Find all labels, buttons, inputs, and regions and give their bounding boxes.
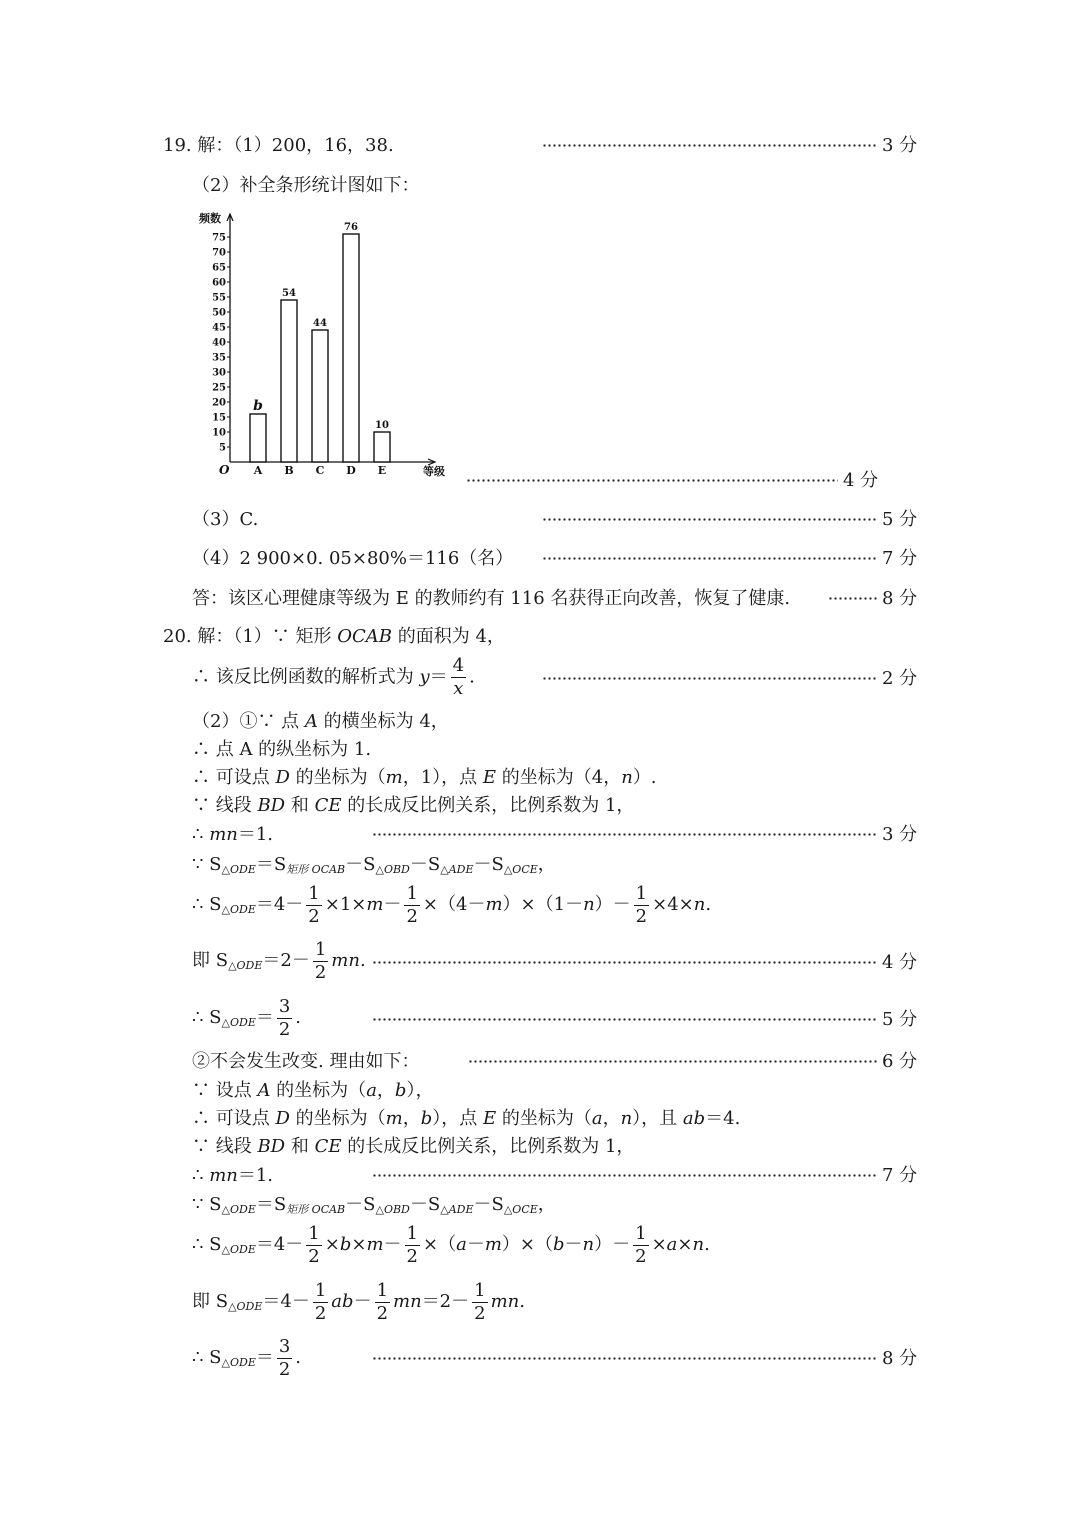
text: ∴ 该反比例函数的解析式为 [192, 666, 420, 688]
y-tick-label: 25 [212, 382, 226, 394]
text: ∴ S [192, 1234, 222, 1255]
x-tick-label: A [253, 464, 263, 477]
q20-expansion-2 [192, 1220, 710, 1275]
leader-dots [468, 1060, 877, 1063]
var: BD [257, 1136, 286, 1157]
var: a [366, 1080, 377, 1101]
text: 的坐标为（4， [496, 767, 622, 788]
fraction-three-halves [277, 1336, 292, 1381]
var: BD [257, 795, 286, 816]
denominator: 2 [376, 1302, 389, 1324]
y-tick-label: 10 [212, 427, 226, 439]
q20-area-formula [192, 852, 556, 883]
fraction-half [634, 883, 649, 928]
subscript: △ODE [221, 1243, 256, 1256]
text: 的长成反比例关系，比例系数为 1， [341, 1136, 635, 1157]
text: . [295, 1007, 302, 1028]
leader-dots [372, 1018, 877, 1021]
y-tick-label: 55 [212, 292, 226, 304]
text: ， [537, 1194, 556, 1215]
text: ∴ S [192, 1007, 222, 1028]
denominator: 2 [278, 1018, 291, 1040]
text: ＝S [255, 854, 287, 875]
text: －S [409, 1194, 441, 1215]
text: － [383, 1234, 402, 1255]
text: － [466, 1234, 485, 1255]
q20-line6 [192, 793, 634, 819]
text: ∴ S [192, 1347, 222, 1368]
fraction-half [306, 1223, 321, 1268]
text: . [704, 1234, 710, 1255]
text: ＝2－ [421, 1291, 470, 1312]
score-q19-2: 4 分 [843, 470, 879, 491]
text: ＝ [255, 1347, 274, 1368]
x-tick-label: E [377, 464, 387, 477]
subscript: 矩形 OCAB [286, 1203, 346, 1216]
q20-area-formula-2 [192, 1192, 556, 1223]
numerator: 1 [314, 938, 327, 960]
denominator: 2 [635, 905, 648, 927]
text: －S [409, 854, 441, 875]
score-q20-6: 7 分 [882, 1165, 918, 1186]
text: 的坐标为（ [496, 1108, 592, 1129]
y-tick-label: 75 [212, 232, 226, 244]
subscript: △OCE [503, 863, 538, 876]
leader-dots [372, 833, 877, 836]
text: ∴ [192, 824, 210, 845]
leader-dots [542, 677, 877, 680]
text: ，1），点 [402, 767, 483, 788]
var: ab [682, 1108, 706, 1129]
y-tick-label: 5 [219, 442, 226, 454]
numerator: 1 [308, 1222, 320, 1244]
leader-dots [542, 518, 877, 521]
text: ）， [406, 1080, 434, 1101]
fraction-half [375, 1280, 390, 1325]
var: n [620, 1108, 633, 1129]
text: － [564, 1234, 583, 1255]
score-q20-1: 2 分 [882, 668, 918, 689]
text: ∵ 线段 [192, 1136, 258, 1157]
bar [250, 414, 266, 462]
q20-line7 [192, 822, 273, 848]
text: － [383, 894, 402, 915]
text: 的坐标为（ [289, 767, 386, 788]
var: n [583, 894, 595, 915]
text: ＝1. [237, 1165, 274, 1186]
q20-line13 [192, 1078, 433, 1104]
text: ＝4－ [262, 1291, 310, 1312]
text: －S [473, 854, 504, 875]
y-tick-label: 35 [212, 352, 226, 364]
text: ＝4－ [255, 894, 304, 915]
y-tick-label: 45 [212, 322, 226, 334]
text: ＝4－ [255, 1234, 304, 1255]
var: m [485, 894, 503, 915]
var: a [666, 1234, 678, 1255]
text: ∴ 可设点 [192, 767, 276, 788]
data-label: 44 [313, 318, 327, 329]
data-label: 76 [344, 222, 358, 233]
q19-part2: （2）补全条形统计图如下： [192, 175, 420, 196]
fraction-half [313, 1280, 328, 1325]
q20-part1 [163, 624, 505, 650]
text: ＝ [255, 1007, 274, 1028]
text: ∴ 可设点 [192, 1108, 276, 1129]
q20-line3 [192, 709, 449, 735]
text: ×（ [423, 1234, 457, 1255]
q19-part3: （3）C. [192, 509, 259, 530]
subscript: △OBD [375, 863, 410, 876]
x-tick-label: B [284, 464, 294, 477]
y-tick-label: 40 [212, 337, 226, 349]
q20-line5 [192, 765, 657, 791]
text: ×（4－ [422, 894, 486, 915]
q19-answer: 答：该区心理健康等级为 E 的教师约有 116 名获得正向改善，恢复了健康. [192, 588, 791, 609]
subscript: △ADE [440, 1203, 474, 1216]
score-q19-1: 3 分 [882, 135, 918, 156]
leader-dots [372, 1357, 877, 1360]
var: mn [393, 1291, 422, 1312]
score-q19-3: 5 分 [882, 509, 918, 530]
data-label: 10 [375, 420, 389, 431]
q19-part1-text: 19. 解：（1）200，16，38. [163, 135, 394, 156]
numerator: 3 [278, 995, 291, 1017]
y-tick-label: 50 [212, 307, 226, 319]
text: ）－ [594, 1234, 631, 1255]
fraction-half [313, 939, 328, 984]
var: E [482, 1108, 497, 1129]
denominator: 2 [308, 905, 320, 927]
data-label: b [253, 398, 263, 414]
text: ），且 [632, 1108, 683, 1129]
bar [281, 300, 297, 462]
var: A [257, 1080, 271, 1101]
text: ），点 [432, 1108, 483, 1129]
subscript: △ODE [221, 1016, 256, 1029]
fraction-half [633, 1223, 648, 1268]
q19-part4: （4）2 900×0. 05×80%＝116（名） [192, 548, 514, 569]
score-q19-4: 7 分 [882, 548, 918, 569]
var: mn. [331, 950, 366, 971]
subscript: △ODE [221, 1356, 256, 1369]
subscript: △ODE [221, 1203, 256, 1216]
text: 和 [285, 1136, 315, 1157]
var: CE [314, 795, 342, 816]
text: × [677, 1234, 693, 1255]
subscript: △ODE [228, 959, 263, 972]
text: ∵ 设点 [192, 1080, 258, 1101]
fraction-half [404, 883, 419, 928]
var: OCAB [337, 626, 393, 647]
numerator: 1 [406, 882, 418, 904]
q20-simplified [192, 936, 366, 991]
var: a [456, 1234, 467, 1255]
x-axis-label: 等级 [423, 465, 445, 478]
text: －S [473, 1194, 504, 1215]
text: ∵ S [192, 1194, 222, 1215]
var: b [420, 1108, 433, 1129]
subscript: △OCE [503, 1203, 538, 1216]
var: CE [314, 1136, 342, 1157]
subscript: △OBD [375, 1203, 410, 1216]
score-q20-2: 3 分 [882, 824, 918, 845]
text: × [651, 1234, 667, 1255]
text: 的面积为 4， [392, 626, 505, 647]
var: a [591, 1108, 603, 1129]
text: ）×（ [501, 1234, 553, 1255]
text: ∵ 线段 [192, 795, 258, 816]
leader-dots [828, 597, 878, 600]
numerator: 1 [376, 1279, 389, 1301]
numerator: 3 [278, 1335, 291, 1357]
var: mn. [490, 1291, 525, 1312]
y-tick-label: 60 [212, 277, 226, 289]
numerator: 1 [635, 882, 648, 904]
var: n [692, 1234, 705, 1255]
text: 的长成反比例关系，比例系数为 1， [341, 795, 635, 816]
leader-dots [372, 961, 877, 964]
fraction-half [405, 1223, 420, 1268]
denominator [451, 678, 466, 700]
y-axis-label: 频数 [199, 212, 221, 225]
denominator: 2 [406, 1245, 418, 1267]
score-q20-4: 5 分 [882, 1009, 918, 1030]
score-q20-3: 4 分 [882, 952, 918, 973]
y-tick-label: 70 [212, 247, 226, 259]
y-tick-label: 20 [212, 397, 226, 409]
text: ×1× [324, 894, 367, 915]
bar [312, 330, 328, 462]
fraction-three-halves [277, 996, 292, 1041]
var: m [385, 1108, 403, 1129]
numerator: 4 [452, 655, 465, 676]
text: ＝2－ [262, 950, 310, 971]
text: 和 [285, 795, 315, 816]
text: （2）①∵ 点 [192, 711, 305, 732]
denominator: 2 [635, 1245, 647, 1267]
text: ＝4. [705, 1108, 741, 1129]
subscript: △ODE [221, 903, 256, 916]
denominator: 2 [474, 1302, 486, 1324]
var: A [304, 711, 318, 732]
text: ∴ S [192, 894, 222, 915]
var: n [621, 767, 633, 788]
leader-dots [466, 479, 838, 482]
q20-line16 [192, 1163, 273, 1189]
text: ）－ [594, 894, 631, 915]
score-q19-5: 8 分 [882, 588, 918, 609]
x-tick-label: C [315, 464, 325, 477]
var: b [339, 1234, 352, 1255]
text: － [353, 1291, 372, 1312]
subscript: △ADE [440, 863, 474, 876]
text: －S [345, 1194, 376, 1215]
q20-line-function [192, 655, 475, 700]
leader-dots [372, 1174, 877, 1177]
text: ×4× [652, 894, 694, 915]
bar [343, 234, 359, 462]
denominator: 2 [278, 1358, 291, 1380]
q20-expansion-1 [192, 880, 711, 935]
q20-part2-2: ②不会发生改变. 理由如下： [192, 1051, 420, 1072]
var: mn [209, 1165, 238, 1186]
y-tick-label: 65 [212, 262, 226, 274]
text: ， [602, 1108, 621, 1129]
text: 20. 解：（1）∵ 矩形 [163, 626, 338, 647]
score-q20-7: 8 分 [882, 1348, 918, 1369]
denominator: 2 [308, 1245, 320, 1267]
data-label: 54 [282, 288, 296, 299]
text: ∴ [192, 1165, 210, 1186]
text: ∵ S [192, 854, 222, 875]
var: m [366, 1234, 384, 1255]
var: m [484, 1234, 502, 1255]
var: D [275, 1108, 290, 1129]
denominator: 2 [314, 961, 327, 983]
text: . [469, 666, 475, 688]
text: ＝ [429, 666, 448, 688]
numerator: 1 [635, 1222, 647, 1244]
denominator: 2 [314, 1302, 327, 1324]
score-q20-5: 6 分 [882, 1051, 918, 1072]
var: n [582, 1234, 595, 1255]
y-tick-label: 15 [212, 412, 226, 424]
var: D [275, 767, 290, 788]
text: 的坐标为（ [289, 1108, 386, 1129]
text: ）×（1－ [502, 894, 584, 915]
var: b [553, 1234, 565, 1255]
numerator: 1 [314, 1279, 327, 1301]
q20-line15 [192, 1134, 634, 1160]
leader-dots [542, 144, 877, 147]
text: 即 S [192, 1291, 229, 1312]
q20-simplified-2 [192, 1277, 525, 1332]
q20-line4: ∴ 点 A 的纵坐标为 1. [192, 739, 372, 760]
bar-chart [192, 212, 452, 482]
bar [374, 432, 390, 462]
text: 的坐标为（ [270, 1080, 367, 1101]
y-tick-label: 30 [212, 367, 226, 379]
q20-line14 [192, 1106, 740, 1132]
text: ， [537, 854, 556, 875]
text: 的横坐标为 4， [317, 711, 449, 732]
fraction [451, 655, 466, 700]
text: ， [402, 1108, 421, 1129]
var: m [385, 767, 403, 788]
subscript: 矩形 OCAB [286, 863, 346, 876]
text: ＝1. [237, 824, 274, 845]
subscript: △ODE [221, 863, 256, 876]
denominator: 2 [406, 905, 418, 927]
text: × [324, 1234, 340, 1255]
var: y [419, 666, 430, 688]
numerator: 1 [474, 1279, 486, 1301]
x-tick-label: D [346, 464, 356, 477]
var: x [453, 678, 464, 699]
leader-dots [542, 557, 877, 560]
fraction-half [306, 883, 321, 928]
q20-result-2 [192, 1333, 301, 1388]
text: × [351, 1234, 367, 1255]
origin-label: O [219, 463, 230, 477]
text: . [295, 1347, 302, 1368]
text: 即 S [192, 950, 229, 971]
q19-part1 [163, 133, 394, 159]
var: E [482, 767, 497, 788]
var: ab [331, 1291, 354, 1312]
q20-result-1 [192, 993, 301, 1048]
var: mn [209, 824, 238, 845]
numerator: 1 [308, 882, 320, 904]
text: ）. [632, 767, 657, 788]
subscript: △ODE [228, 1300, 263, 1313]
fraction-half [472, 1280, 487, 1325]
text: －S [345, 854, 376, 875]
var: b [394, 1080, 407, 1101]
numerator: 1 [406, 1222, 418, 1244]
var: m [366, 894, 384, 915]
var: n [693, 894, 706, 915]
text: . [705, 894, 712, 915]
text: ＝S [255, 1194, 287, 1215]
text: ， [376, 1080, 395, 1101]
